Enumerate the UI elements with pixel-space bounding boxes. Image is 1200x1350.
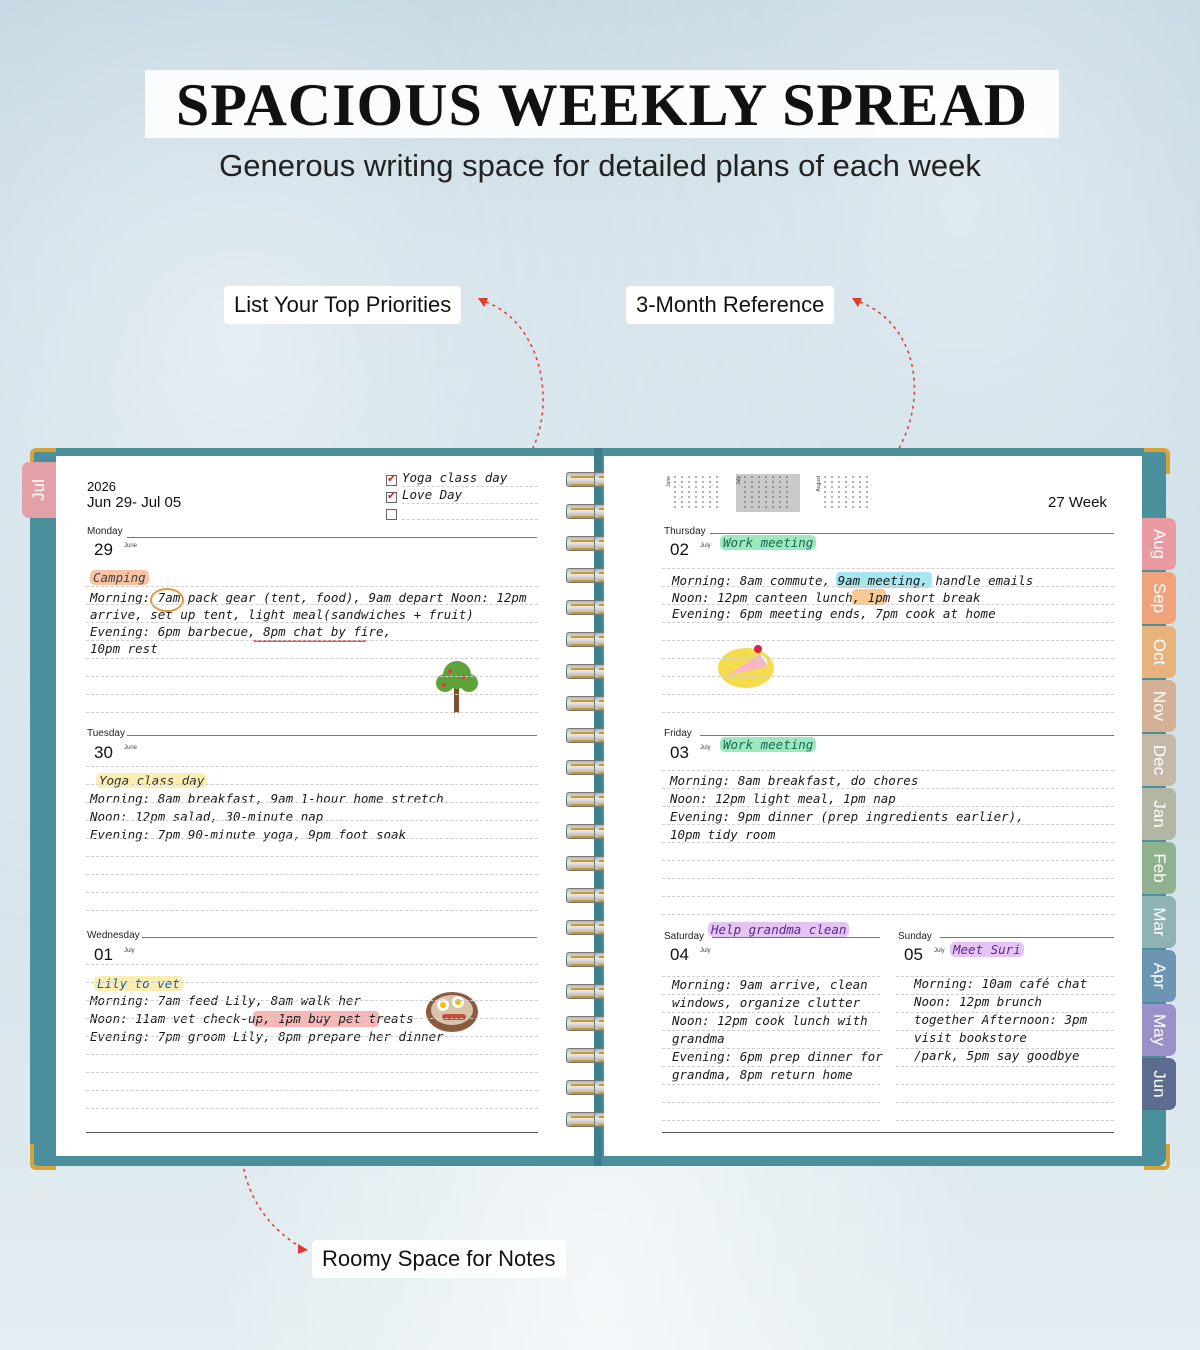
rule-line bbox=[896, 994, 1114, 995]
page-subtitle: Generous writing space for detailed plans of each week bbox=[219, 148, 981, 183]
day-number: 03 bbox=[670, 743, 689, 762]
note-line: 10pm tidy room bbox=[670, 827, 776, 842]
day-number: 01 bbox=[94, 945, 113, 964]
rule-line bbox=[86, 856, 538, 857]
month-tab-label: Nov bbox=[1150, 690, 1169, 722]
note-line: grandma bbox=[672, 1031, 725, 1046]
day-number: 02 bbox=[670, 540, 689, 559]
rule-line bbox=[662, 1102, 880, 1103]
note-line: visit bookstore bbox=[914, 1030, 1027, 1045]
note-line: arrive, set up tent, light meal(sandwiches + fruit) bbox=[90, 607, 474, 622]
day-month: June bbox=[124, 745, 138, 751]
month-tab-label: Dec bbox=[1150, 744, 1169, 776]
rule-line bbox=[662, 994, 880, 995]
month-tab-label: Mar bbox=[1150, 907, 1169, 937]
day-month: July bbox=[700, 543, 711, 549]
rule-line bbox=[86, 1108, 538, 1109]
note-line: Evening: 6pm barbecue, 8pm chat by fire, bbox=[90, 624, 392, 639]
rule-line bbox=[86, 784, 538, 785]
month-tab-apr[interactable] bbox=[1142, 950, 1176, 1002]
rule-line bbox=[86, 622, 538, 623]
page-title: SPACIOUS WEEKLY SPREAD bbox=[175, 72, 1029, 138]
rule-line bbox=[86, 1090, 538, 1091]
month-tab-feb[interactable] bbox=[1142, 842, 1176, 894]
rule-line bbox=[662, 1066, 880, 1067]
note-line: Evening: 7pm groom Lily, 8pm prepare her dinner bbox=[90, 1029, 444, 1044]
note-line: Morning: 7am feed Lily, 8am walk her bbox=[90, 993, 361, 1008]
rule-line bbox=[86, 1036, 538, 1037]
rule-line bbox=[662, 788, 1114, 789]
rule-line bbox=[86, 766, 538, 767]
rule-line bbox=[662, 860, 1114, 861]
priority-checkbox[interactable] bbox=[386, 509, 397, 520]
note-line: Morning: 9am arrive, clean bbox=[672, 977, 868, 992]
month-tab-label: Sep bbox=[1150, 582, 1169, 614]
rule-line bbox=[86, 1072, 538, 1073]
rule-line bbox=[662, 842, 1114, 843]
day-month: July bbox=[700, 745, 711, 751]
month-tab-label: Aug bbox=[1150, 528, 1169, 560]
mini-calendar-july: July bbox=[736, 474, 800, 512]
year-label: 2026 bbox=[87, 479, 116, 494]
day-month: July bbox=[934, 948, 945, 954]
rule-line bbox=[86, 874, 538, 875]
month-tab-label: Jun bbox=[1150, 1070, 1169, 1098]
month-tab-label: Oct bbox=[1150, 638, 1169, 666]
day-name: Sunday bbox=[898, 931, 932, 942]
month-tab-label: Apr bbox=[1150, 962, 1169, 990]
day-tag: Work meeting bbox=[720, 535, 816, 550]
note-line: together Afternoon: 3pm bbox=[914, 1012, 1088, 1027]
rule-line bbox=[662, 770, 1114, 771]
priority-item: Love Day bbox=[402, 487, 463, 502]
note-line: Noon: 12pm salad, 30-minute nap bbox=[90, 809, 324, 824]
note-line: Noon: 12pm brunch bbox=[914, 994, 1042, 1009]
month-tab-nov[interactable] bbox=[1142, 680, 1176, 732]
day-tag: Work meeting bbox=[720, 737, 816, 752]
day-number: 04 bbox=[670, 945, 689, 964]
rule-line bbox=[86, 802, 538, 803]
priority-item: Yoga class day bbox=[402, 470, 508, 485]
note-line: Evening: 9pm dinner (prep ingredients earlier), bbox=[670, 809, 1024, 824]
rule-line bbox=[662, 824, 1114, 825]
note-line: Morning: 8am breakfast, 9am 1-hour home stretch bbox=[90, 791, 444, 806]
rule-line bbox=[662, 914, 1114, 915]
note-line: Morning: 7am pack gear (tent, food), 9am depart Noon: 12pm bbox=[90, 590, 527, 605]
note-line: Morning: 10am café chat bbox=[914, 976, 1088, 991]
month-tab-jun[interactable] bbox=[1142, 1058, 1176, 1110]
month-tab-label: Feb bbox=[1150, 853, 1169, 883]
rule-line bbox=[896, 1066, 1114, 1067]
month-tab-oct[interactable] bbox=[1142, 626, 1176, 678]
rule-line bbox=[662, 976, 880, 977]
note-line: windows, organize clutter bbox=[672, 995, 861, 1010]
rule-line bbox=[662, 604, 1114, 605]
month-tab-label: May bbox=[1150, 1013, 1169, 1047]
day-name: Thursday bbox=[664, 526, 706, 537]
note-line: /park, 5pm say goodbye bbox=[914, 1048, 1080, 1063]
corner-protector bbox=[1144, 1144, 1170, 1170]
rule-line bbox=[662, 1084, 880, 1085]
rule-line bbox=[896, 1012, 1114, 1013]
corner-protector bbox=[1144, 448, 1170, 474]
day-name: Tuesday bbox=[87, 728, 125, 739]
cake-sticker bbox=[714, 636, 780, 692]
rule-line bbox=[662, 622, 1114, 623]
note-line: Noon: 12pm canteen lunch, 1pm short break bbox=[672, 590, 981, 605]
month-tab-dec[interactable] bbox=[1142, 734, 1176, 786]
day-tag: Lily to vet bbox=[94, 976, 183, 991]
priority-checkbox[interactable]: ✔ bbox=[387, 473, 397, 485]
day-number: 29 bbox=[94, 540, 113, 559]
month-tab-aug[interactable] bbox=[1142, 518, 1176, 570]
rule-line bbox=[662, 658, 1114, 659]
month-tab-may[interactable] bbox=[1142, 1004, 1176, 1056]
day-tag: Help grandma clean bbox=[708, 922, 849, 937]
rule-line bbox=[86, 1018, 538, 1019]
rule-line bbox=[662, 676, 1114, 677]
side-tab-jul[interactable]: Jul bbox=[22, 462, 56, 518]
month-tab-sep[interactable] bbox=[1142, 572, 1176, 624]
rule-line bbox=[86, 604, 538, 605]
rule-line bbox=[662, 1030, 880, 1031]
month-tab-label: Jan bbox=[1150, 800, 1169, 828]
note-line: Noon: 12pm light meal, 1pm nap bbox=[670, 791, 896, 806]
rule-line bbox=[662, 640, 1114, 641]
week-number: 27 Week bbox=[1048, 494, 1107, 511]
rule-line bbox=[86, 658, 538, 659]
day-month: June bbox=[124, 543, 138, 549]
rule-line bbox=[86, 838, 538, 839]
note-line: Morning: 8am breakfast, do chores bbox=[670, 773, 919, 788]
note-line: Evening: 6pm meeting ends, 7pm cook at home bbox=[672, 606, 996, 621]
priority-checkbox[interactable]: ✔ bbox=[387, 490, 397, 502]
day-name: Friday bbox=[664, 728, 692, 739]
rule-line bbox=[86, 910, 538, 911]
rule-line bbox=[662, 878, 1114, 879]
note-line: Noon: 11am vet check-up, 1pm buy pet treats bbox=[90, 1011, 414, 1026]
day-tag: Meet Suri bbox=[950, 942, 1024, 957]
day-name: Saturday bbox=[664, 931, 705, 942]
rule-line bbox=[896, 976, 1114, 977]
priorities-list bbox=[386, 470, 538, 522]
day-name: Monday bbox=[87, 526, 123, 537]
mini-calendar-june: June bbox=[666, 474, 722, 512]
day-tag: Camping bbox=[90, 570, 149, 585]
note-line: Evening: 7pm 90-minute yoga, 9pm foot soak bbox=[90, 827, 407, 842]
rule-line bbox=[896, 1120, 1114, 1121]
rule-line bbox=[896, 1102, 1114, 1103]
rule-line bbox=[86, 712, 538, 713]
rule-line bbox=[662, 694, 1114, 695]
rule-line bbox=[662, 568, 1114, 569]
rule-line bbox=[86, 982, 538, 983]
month-tab-mar[interactable] bbox=[1142, 896, 1176, 948]
rule-line bbox=[662, 1048, 880, 1049]
rule-line bbox=[662, 712, 1114, 713]
rule-line bbox=[896, 1084, 1114, 1085]
rule-line bbox=[86, 694, 538, 695]
week-range: Jun 29- Jul 05 bbox=[87, 494, 182, 511]
note-line: 10pm rest bbox=[90, 641, 158, 656]
rule-line bbox=[86, 586, 538, 587]
rule-line bbox=[86, 676, 538, 677]
note-line: Noon: 12pm cook lunch with bbox=[672, 1013, 868, 1028]
rule-line bbox=[662, 806, 1114, 807]
day-month: July bbox=[700, 948, 711, 954]
rule-line bbox=[896, 1030, 1114, 1031]
note-line: Morning: 8am commute, 9am meeting, handle emails bbox=[672, 573, 1034, 588]
day-number: 30 bbox=[94, 743, 113, 762]
day-name: Wednesday bbox=[87, 930, 140, 941]
rule-line bbox=[896, 1048, 1114, 1049]
callout-notes: Roomy Space for Notes bbox=[312, 1240, 566, 1278]
callout-reference: 3-Month Reference bbox=[626, 286, 834, 324]
rule-line bbox=[86, 964, 538, 965]
corner-protector bbox=[30, 1144, 56, 1170]
rule-line bbox=[86, 892, 538, 893]
month-tab-jan[interactable] bbox=[1142, 788, 1176, 840]
day-number: 05 bbox=[904, 945, 923, 964]
rule-line bbox=[86, 1054, 538, 1055]
rule-line bbox=[86, 820, 538, 821]
rule-line bbox=[662, 586, 1114, 587]
rule-line bbox=[662, 896, 1114, 897]
callout-priorities: List Your Top Priorities bbox=[224, 286, 461, 324]
rule-line bbox=[662, 1012, 880, 1013]
day-month: July bbox=[124, 948, 135, 954]
day-tag: Yoga class day bbox=[96, 773, 207, 788]
left-rule-lines bbox=[86, 560, 538, 1135]
rule-line bbox=[662, 1120, 880, 1121]
rule-line bbox=[86, 1000, 538, 1001]
note-line: grandma, 8pm return home bbox=[672, 1067, 853, 1082]
rule-line bbox=[86, 640, 538, 641]
note-line: Evening: 6pm prep dinner for bbox=[672, 1049, 883, 1064]
mini-calendar-august: August bbox=[816, 474, 872, 512]
